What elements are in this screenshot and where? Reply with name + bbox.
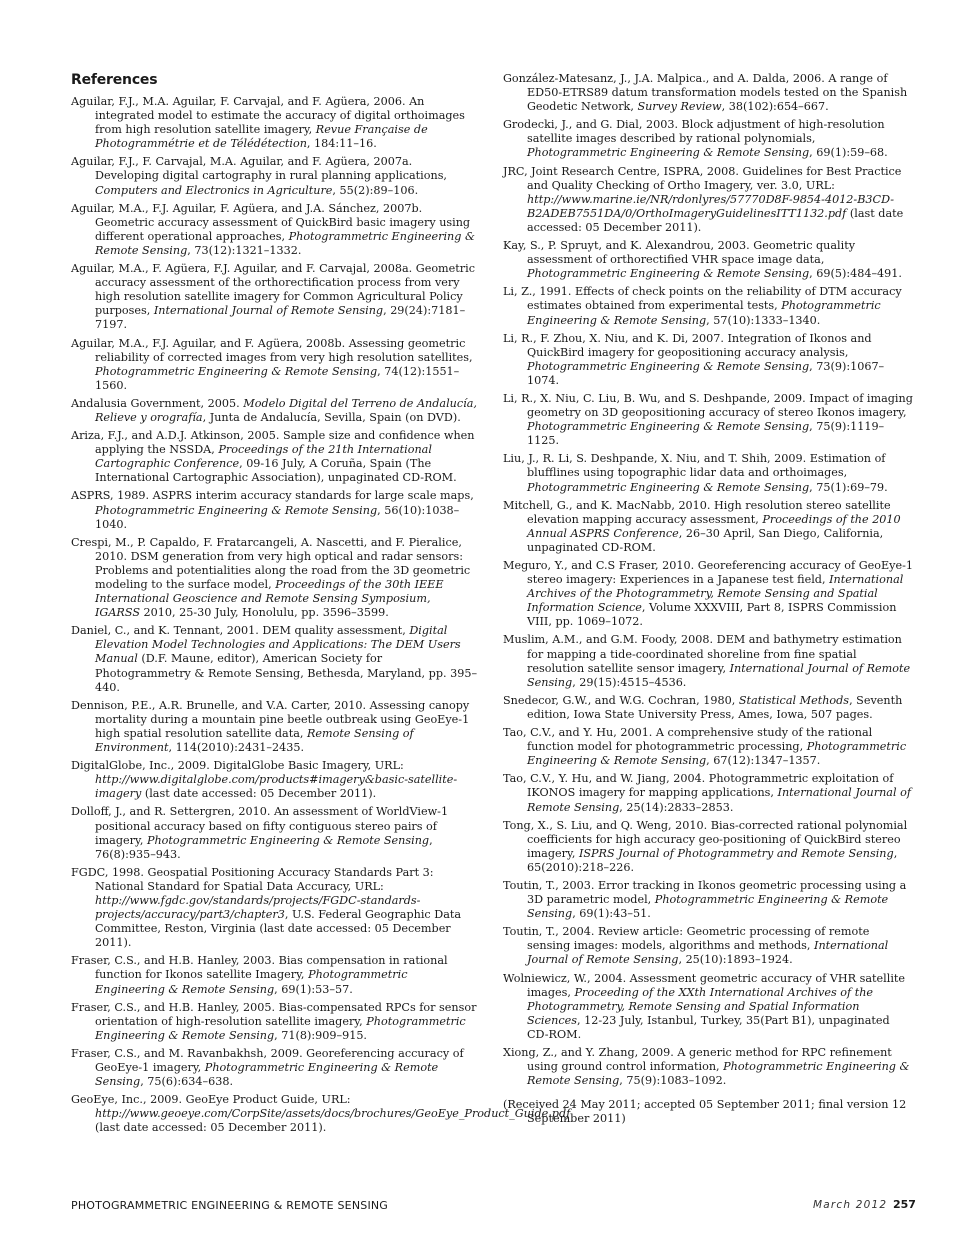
reference-details: , 29(24):7181–7197. bbox=[95, 304, 466, 332]
reference-entry bbox=[71, 536, 479, 621]
reference-source: Photogrammetric Engineering & Remote Sensing bbox=[95, 364, 378, 378]
reference-entry bbox=[503, 118, 913, 160]
reference-entry bbox=[71, 95, 479, 151]
reference-source: International Journal of Remote Sensing bbox=[527, 939, 889, 967]
reference-text: Fraser, C.S., and H.B. Hanley, 2005. Bias-compensated RPCs for sensor orientation of high-resolution satellite imagery, bbox=[71, 1000, 477, 1028]
reference-source: Photogrammetric Engineering & Remote Sensing bbox=[95, 503, 378, 517]
reference-source: Proceedings of the 21th International Cartographic Conference bbox=[95, 443, 432, 471]
reference-details: , 25(10):1893–1924. bbox=[678, 953, 793, 967]
footer-journal-name: PHOTOGRAMMETRIC ENGINEERING & REMOTE SENSING bbox=[71, 1199, 389, 1212]
reference-entry bbox=[503, 285, 913, 327]
reference-details: , 25(14):2833–2853. bbox=[619, 800, 734, 814]
reference-source: Photogrammetric Engineering & Remote Sensing bbox=[527, 740, 907, 768]
reference-source: Revue Française de Photogrammétrie et de Télédétection bbox=[95, 123, 428, 151]
reference-entry bbox=[503, 1046, 913, 1088]
reference-text: Dennison, P.E., A.R. Brunelle, and V.A. Carter, 2010. Assessing canopy mortality during a mountain pine beetle outbreak using GeoEye-1 high spatial resolution satellite data, bbox=[71, 698, 470, 740]
reference-entry bbox=[71, 397, 479, 425]
reference-details: , 114(2010):2431–2435. bbox=[168, 741, 305, 755]
reference-source: Photogrammetric Engineering & Remote Sensing bbox=[527, 359, 810, 373]
reference-details: , 57(10):1333–1340. bbox=[706, 313, 821, 327]
reference-text: ASPRS, 1989. ASPRS interim accuracy standards for large scale maps, bbox=[71, 489, 474, 503]
reference-source: Digital Elevation Model Technologies and Applications: The DEM Users Manual bbox=[95, 624, 461, 666]
reference-source: Photogrammetric Engineering & Remote Sensing bbox=[95, 229, 475, 257]
reference-details: , U.S. Federal Geographic Data Committee, Reston, Virginia (last date accessed: 05 December 2011). bbox=[95, 908, 462, 950]
reference-text: Tong, X., S. Liu, and Q. Weng, 2010. Bias-corrected rational polynomial coefficients for high accuracy geo-positioning of QuickBird stereo imagery, bbox=[503, 818, 908, 860]
reference-entry bbox=[71, 954, 479, 996]
reference-text: Crespi, M., P. Capaldo, F. Fratarcangeli, A. Nascetti, and F. Pieralice, 2010. DSM generation from very high optical and radar sensors: Problems and potentialities along the road from the 3D geometric modeling to the surface model, bbox=[71, 535, 471, 591]
references-right-column bbox=[503, 72, 913, 1126]
reference-details: 2010, 25-30 July, Honolulu, pp. 3596–3599. bbox=[140, 606, 389, 620]
reference-entry bbox=[503, 726, 913, 768]
footer-page-number: 257 bbox=[893, 1198, 916, 1211]
references-heading: References bbox=[71, 72, 158, 88]
reference-details: , 75(6):634–638. bbox=[140, 1075, 234, 1089]
reference-text: GeoEye, Inc., 2009. GeoEye Product Guide, URL: bbox=[71, 1093, 351, 1107]
reference-entry bbox=[71, 337, 479, 393]
reference-source: Photogrammetric Engineering & Remote Sensing bbox=[527, 267, 810, 281]
reference-text: Dolloff, J., and R. Settergren, 2010. An assessment of WorldView-1 positional accuracy based on fifty contiguous stereo pairs of imagery, bbox=[71, 805, 449, 847]
reference-details: (last date accessed: 05 December 2011). bbox=[141, 787, 377, 801]
reference-source: Modelo Digital del Terreno de Andalucía, Relieve y orografía bbox=[95, 396, 477, 424]
reference-details: , Volume XXXVIII, Part 8, ISPRS Commission VIII, pp. 1069–1072. bbox=[527, 601, 897, 629]
reference-entry bbox=[71, 202, 479, 258]
reference-text: Kay, S., P. Spruyt, and K. Alexandrou, 2003. Geometric quality assessment of orthorectified VHR space image data, bbox=[503, 239, 856, 267]
reference-source: International Journal of Remote Sensing bbox=[527, 786, 911, 814]
reference-source: Proceedings of the 2010 Annual ASPRS Conference bbox=[527, 512, 901, 540]
reference-details: , 75(1):69–79. bbox=[809, 480, 888, 494]
reference-text: Aguilar, M.A., F.J. Aguilar, and F. Agüera, 2008b. Assessing geometric reliability of corrected images from very high resolution satellites, bbox=[71, 336, 473, 364]
reference-details: , 74(12):1551–1560. bbox=[95, 364, 460, 392]
reference-source: http://www.geoeye.com/CorpSite/assets/docs/brochures/GeoEye_Product_Guide.pdf bbox=[95, 1107, 571, 1121]
reference-text: Xiong, Z., and Y. Zhang, 2009. A generic method for RPC refinement using ground control information, bbox=[503, 1046, 892, 1074]
reference-details: , 69(1):53–57. bbox=[274, 982, 353, 996]
reference-text: Daniel, C., and K. Tennant, 2001. DEM quality assessment, bbox=[71, 624, 410, 638]
reference-entry bbox=[71, 262, 479, 332]
reference-source: Photogrammetric Engineering & Remote Sensing bbox=[527, 299, 881, 327]
reference-source: Computers and Electronics in Agriculture bbox=[95, 183, 333, 197]
reference-details: , Junta de Andalucía, Sevilla, Spain (on DVD). bbox=[202, 410, 461, 424]
reference-text: Li, R., X. Niu, C. Liu, B. Wu, and S. Deshpande, 2009. Impact of imaging geometry on 3D geopositioning accuracy of stereo Ikonos imagery, bbox=[503, 391, 913, 420]
reference-entry bbox=[503, 559, 913, 629]
reference-source: Photogrammetric Engineering & Remote Sensing bbox=[95, 1061, 439, 1089]
reference-entry bbox=[503, 452, 913, 494]
reference-source: ISPRS Journal of Photogrammetry and Remote Sensing bbox=[578, 846, 894, 860]
reference-entry bbox=[71, 1001, 479, 1043]
reference-entry bbox=[503, 925, 913, 967]
reference-entry bbox=[71, 624, 479, 694]
reference-text: Tao, C.V., Y. Hu, and W. Jiang, 2004. Photogrammetric exploitation of IKONOS imagery for mapping applications, bbox=[503, 772, 894, 800]
reference-details: , 65(2010):218–226. bbox=[527, 846, 898, 874]
reference-text: Mitchell, G., and K. MacNabb, 2010. High resolution stereo satellite elevation mapping accuracy assessment, bbox=[503, 498, 891, 526]
reference-details: (last date accessed: 05 December 2011). bbox=[527, 206, 904, 234]
reference-source: Photogrammetric Engineering & Remote Sensing bbox=[527, 480, 810, 494]
reference-details: , 75(9):1083–1092. bbox=[619, 1074, 727, 1088]
reference-text: Fraser, C.S., and M. Ravanbakhsh, 2009. Georeferencing accuracy of GeoEye-1 imagery, bbox=[71, 1046, 464, 1074]
reference-text: Muslim, A.M., and G.M. Foody, 2008. DEM and bathymetry estimation for mapping a tide-coordinated shoreline from fine spatial resolution satellite sensor imagery, bbox=[503, 633, 902, 675]
references-left-column bbox=[71, 95, 571, 1139]
reference-text: Tao, C.V., and Y. Hu, 2001. A comprehensive study of the rational function model for photogrammetric processing, bbox=[503, 726, 873, 754]
reference-details: (last date accessed: 05 December 2011). bbox=[95, 1121, 327, 1135]
reference-entry bbox=[503, 819, 913, 875]
reference-entry bbox=[71, 1093, 571, 1135]
reference-entry bbox=[71, 155, 479, 197]
reference-details: , 67(12):1347–1357. bbox=[706, 754, 821, 768]
reference-entry bbox=[503, 165, 913, 235]
reference-text: Li, R., F. Zhou, X. Niu, and K. Di, 2007. Integration of Ikonos and QuickBird imagery for geopositioning accuracy analysis, bbox=[503, 331, 872, 359]
reference-source: International Archives of the Photogrammetry, Remote Sensing and Spatial Information Science bbox=[527, 573, 904, 615]
reference-text: González-Matesanz, J., J.A. Malpica., and A. Dalda, 2006. A range of ED50-ETRS89 datum transformation models tested on the Spanish Geodetic Network, bbox=[503, 72, 908, 114]
reference-details: , 69(1):59–68. bbox=[809, 146, 888, 160]
reference-entry bbox=[71, 429, 479, 485]
reference-details: , 09-16 July, A Coruña, Spain (The International Cartographic Association), unpaginated CD-ROM. bbox=[95, 457, 457, 485]
reference-details: , 75(9):1119–1125. bbox=[527, 420, 885, 448]
reference-entry bbox=[71, 866, 479, 951]
reference-details: , 55(2):89–106. bbox=[332, 183, 419, 197]
reference-entry bbox=[71, 699, 479, 755]
reference-entry bbox=[503, 72, 913, 114]
reference-text: Aguilar, M.A., F.J. Aguilar, F. Agüera, and J.A. Sánchez, 2007b. Geometric accuracy assessment of QuickBird basic imagery using different operational approaches, bbox=[71, 201, 471, 243]
reference-source: http://www.digitalglobe.com/products#imagery&basic-satellite-imagery bbox=[95, 773, 458, 801]
reference-source: Photogrammetric Engineering & Remote Sensing bbox=[527, 1060, 910, 1088]
reference-entry bbox=[503, 772, 913, 814]
reference-details: , 69(1):43–51. bbox=[572, 907, 651, 921]
reference-entry bbox=[503, 633, 913, 689]
reference-source: Photogrammetric Engineering & Remote Sensing bbox=[95, 968, 408, 996]
reference-source: Survey Review bbox=[637, 100, 722, 114]
reference-entry bbox=[71, 489, 479, 531]
reference-entry bbox=[503, 694, 913, 722]
reference-details: (D.F. Maune, editor), American Society for Photogrammetry & Remote Sensing, Bethesda, Maryland, pp. 395–440. bbox=[95, 652, 478, 694]
reference-text: Grodecki, J., and G. Dial, 2003. Block adjustment of high-resolution satellite images described by rational polynomials, bbox=[503, 118, 885, 146]
reference-text: FGDC, 1998. Geospatial Positioning Accuracy Standards Part 3: National Standard for Spatial Data Accuracy, URL: bbox=[71, 865, 434, 893]
reference-source: Proceedings of the 30th IEEE International Geoscience and Remote Sensing Symposium, IGARSS bbox=[95, 578, 444, 620]
reference-details: , 76(8):935–943. bbox=[95, 833, 433, 861]
reference-entry bbox=[503, 499, 913, 555]
reference-source: http://www.marine.ie/NR/rdonlyres/57770D8F-9854-4012-B3CD-B2ADEB7551DA/0/OrthoImageryGuidelinesITT1132.pdf bbox=[527, 192, 895, 220]
reference-text: Andalusia Government, 2005. bbox=[71, 396, 244, 410]
reference-text: Aguilar, F.J., M.A. Aguilar, F. Carvajal, and F. Agüera, 2006. An integrated model to estimate the accuracy of digital orthoimages from high resolution satellite imagery, bbox=[71, 95, 465, 137]
footer-issue-date: March 2012 bbox=[813, 1199, 888, 1211]
reference-source: Statistical Methods bbox=[738, 693, 850, 707]
reference-text: Aguilar, M.A., F. Agüera, F.J. Aguilar, and F. Carvajal, 2008a. Geometric accuracy assessment of the orthorectification process from very high resolution satellite imagery for Common Agricultural Policy purposes, bbox=[71, 262, 475, 318]
reference-text: Wolniewicz, W., 2004. Assessment geometric accuracy of VHR satellite images, bbox=[503, 971, 906, 999]
right-reference-list bbox=[503, 72, 913, 1088]
reference-text: Toutin, T., 2003. Error tracking in Ikonos geometric processing using a 3D parametric model, bbox=[503, 878, 907, 907]
reference-entry bbox=[503, 972, 913, 1042]
reference-source: Photogrammetric Engineering & Remote Sensing bbox=[95, 1014, 466, 1042]
reference-details: , 56(10):1038–1040. bbox=[95, 503, 460, 531]
reference-text: Ariza, F.J., and A.D.J. Atkinson, 2005. Sample size and confidence when applying the NSSDA, bbox=[71, 429, 475, 457]
reference-source: International Journal of Remote Sensing bbox=[153, 304, 384, 318]
reference-details: , Seventh edition, Iowa State University Press, Ames, Iowa, 507 pages. bbox=[527, 693, 903, 721]
reference-text: Liu, J., R. Li, S. Deshpande, X. Niu, and T. Shih, 2009. Estimation of blufflines using topographic lidar data and orthoimages, bbox=[503, 452, 886, 480]
reference-details: , 26–30 April, San Diego, California, unpaginated CD-ROM. bbox=[527, 526, 884, 554]
reference-text: Snedecor, G.W., and W.G. Cochran, 1980, bbox=[503, 693, 739, 707]
reference-details: , 29(15):4515–4536. bbox=[572, 675, 687, 689]
reference-details: , 69(5):484–491. bbox=[809, 267, 902, 281]
reference-text: Aguilar, F.J., F. Carvajal, M.A. Aguilar, and F. Agüera, 2007a. Developing digital cartography in rural planning applications, bbox=[71, 155, 447, 183]
reference-text: Meguro, Y., and C.S Fraser, 2010. Georeferencing accuracy of GeoEye-1 stereo imagery: Experiences in a Japanese test field, bbox=[503, 559, 913, 587]
reference-entry bbox=[503, 332, 913, 388]
reference-source: International Journal of Remote Sensing bbox=[527, 661, 911, 689]
reference-details: , 73(9):1067–1074. bbox=[527, 359, 885, 387]
reference-source: Proceeding of the XXth International Archives of the Photogrammetry, Remote Sensing and Spatial Information Sciences bbox=[527, 985, 874, 1027]
reference-entry bbox=[71, 805, 479, 861]
reference-details: , 73(12):1321–1332. bbox=[187, 243, 302, 257]
reference-source: Photogrammetric Engineering & Remote Sensing bbox=[527, 420, 810, 434]
reference-details: , 38(102):654–667. bbox=[721, 100, 829, 114]
reference-source: Photogrammetric Engineering & Remote Sensing bbox=[527, 146, 810, 160]
reference-details: , 71(8):909–915. bbox=[274, 1028, 367, 1042]
reference-text: Li, Z., 1991. Effects of check points on the reliability of DTM accuracy estimates obtained from experimental tests, bbox=[503, 285, 902, 313]
reference-entry bbox=[503, 392, 913, 448]
reference-entry bbox=[503, 239, 913, 281]
reference-entry bbox=[71, 759, 479, 801]
reference-entry bbox=[71, 1047, 479, 1089]
reference-details: , 12-23 July, Istanbul, Turkey, 35(Part B1), unpaginated CD-ROM. bbox=[527, 1013, 890, 1041]
reference-text: DigitalGlobe, Inc., 2009. DigitalGlobe Basic Imagery, URL: bbox=[71, 759, 404, 773]
reference-source: Photogrammetric Engineering & Remote Sensing bbox=[146, 833, 430, 847]
reference-text: Fraser, C.S., and H.B. Hanley, 2003. Bias compensation in rational function for Ikonos satellite Imagery, bbox=[71, 954, 448, 982]
reference-entry bbox=[503, 879, 913, 921]
reference-source: http://www.fgdc.gov/standards/projects/FGDC-standards- projects/accuracy/part3/chapter3 bbox=[95, 893, 421, 922]
reference-source: Remote Sensing of Environment bbox=[95, 726, 414, 755]
reference-text: JRC, Joint Research Centre, ISPRA, 2008. Guidelines for Best Practice and Quality Checking of Ortho Imagery, ver. 3.0, URL: bbox=[503, 164, 902, 192]
reference-text: Toutin, T., 2004. Review article: Geometric processing of remote sensing images: models, algorithms and methods, bbox=[503, 925, 870, 953]
reference-source: Photogrammetric Engineering & Remote Sensing bbox=[527, 893, 889, 921]
received-note: (Received 24 May 2011; accepted 05 September 2011; final version 12 September 2011) bbox=[503, 1098, 907, 1126]
reference-details: , 184:11–16. bbox=[306, 137, 377, 151]
